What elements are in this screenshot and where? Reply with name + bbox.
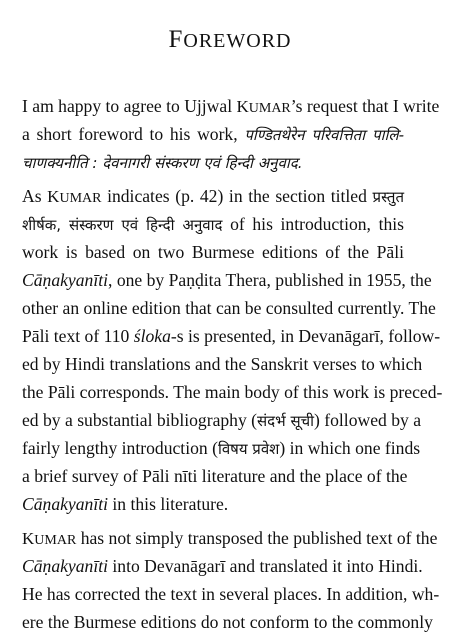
para3-line4: ere the Burmese editions do not conform to the commonly [22, 612, 433, 632]
para2-line11: a brief survey of Pāli nīti literature and the place of the [22, 466, 408, 486]
para2-line6: Pāli text of 110 śloka-s is presented, in Devanāgarī, follow- [22, 326, 441, 346]
para2-line3: work is based on two Burmese editions of the Pāli [22, 242, 404, 262]
para2-line12: Cāṇakyanīti in this literature. [22, 494, 229, 514]
para2-line2: शीर्षक, संस्करण एवं हिन्दी अनुवाद of his introduction, this [22, 214, 404, 234]
para2-line9: ed by a substantial bibliography (संदर्भ सूची) followed by a [22, 410, 421, 430]
para2-line7: ed by Hindi translations and the Sanskrit verses to which [22, 354, 423, 374]
para3-line2: Cāṇakyanīti into Devanāgarī and translated it into Hindi. [22, 556, 423, 576]
para1-line1: I am happy to agree to Ujjwal KUMAR’s request that I write [22, 96, 440, 116]
para1-line2: a short foreword to his work, पण्डितथेरेन परिवत्तिता पालि- [22, 124, 404, 144]
para2-line10: fairly lengthy introduction (विषय प्रवेश) in which one finds [22, 438, 421, 458]
para2-line4: Cāṇakyanīti, one by Paṇḍita Thera, published in 1955, the [22, 270, 432, 290]
para2-line1: As KUMAR indicates (p. 42) in the section titled प्रस्तुत [22, 186, 405, 206]
para2-line8: the Pāli corresponds. The main body of this work is preced- [22, 382, 443, 402]
para3-line3: He has corrected the text in several places. In addition, wh- [22, 584, 440, 604]
para1-line3: चाणक्यनीति : देवनागरी संस्करण एवं हिन्दी अनुवाद. [22, 154, 303, 172]
page-title: FOREWORD [168, 26, 292, 53]
para3-line1: KUMAR has not simply transposed the published text of the [22, 528, 438, 548]
para2-line5: other an online edition that can be consulted currently. The [22, 298, 436, 318]
